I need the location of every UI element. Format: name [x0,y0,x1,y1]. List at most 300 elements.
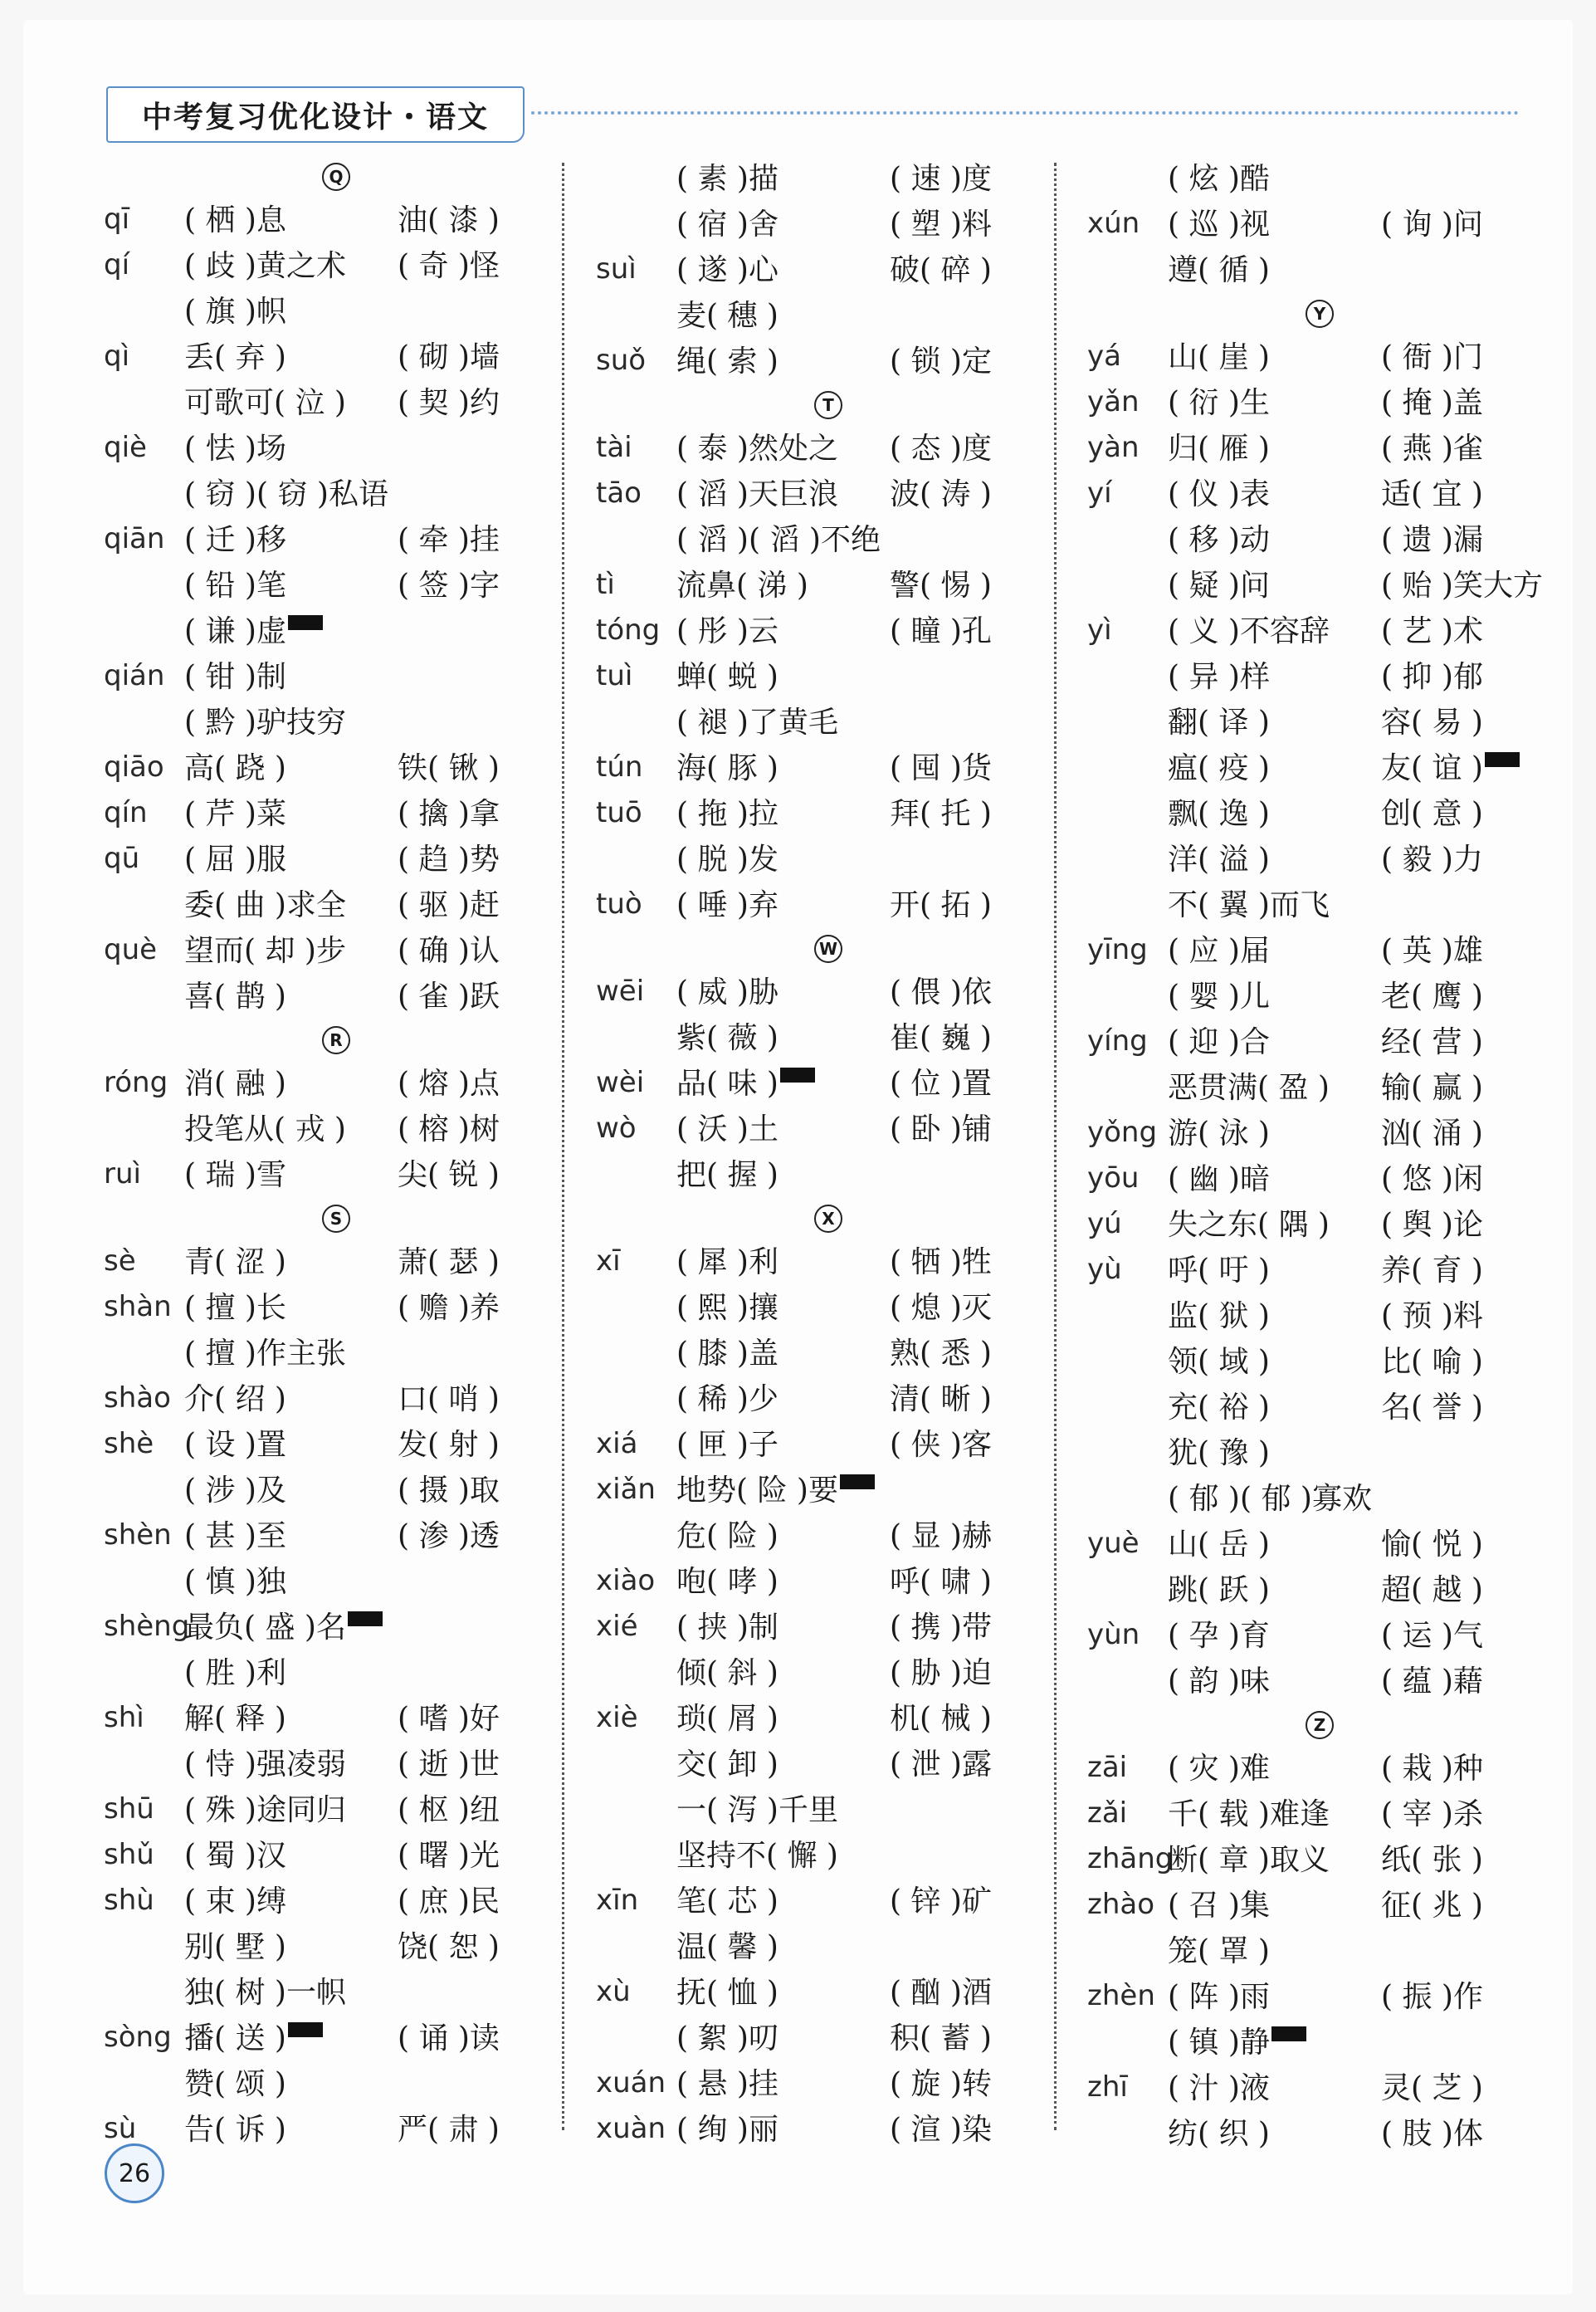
pinyin: tuì [596,659,633,692]
vocab-row [596,654,1061,700]
word-entry [1381,1525,1483,1565]
word-entry [1168,1251,1270,1291]
word-entry [676,1517,778,1557]
word-entry [676,749,778,789]
word-entry [676,1791,838,1831]
vocab-row [104,380,569,426]
word-entry [1168,1479,1372,1519]
vocab-row [1087,247,1552,293]
vocab-row [1087,745,1552,791]
pinyin: yuè [1087,1527,1140,1560]
vocab-row [1087,156,1552,202]
word-text: ( 契 )约 [398,386,500,420]
vocab-row [1087,1883,1552,1928]
pinyin: sòng [104,2021,172,2054]
pinyin: qián [104,659,165,692]
word-text: ( 擅 )作主张 [184,1337,346,1371]
vocab-row [596,1015,1061,1061]
pinyin: yīng [1087,933,1148,966]
word-entry [184,2065,286,2104]
word-text: ( 钳 )制 [184,660,286,694]
word-entry [1168,1205,1330,1245]
word-text: ( 迁 )移 [184,523,286,557]
vocab-row [104,1152,569,1198]
word-text: 破( 碎 ) [890,253,992,287]
word-text: ( 阵 )雨 [1168,1980,1270,2014]
pinyin: qī [104,203,130,236]
word-entry [1168,1342,1270,1382]
word-entry [184,794,286,834]
vocab-row [1087,791,1552,837]
word-text: 纺( 织 ) [1168,2117,1270,2151]
header-dotted-rule [531,111,1519,115]
word-entry [890,612,992,652]
word-entry [184,977,286,1017]
vocab-row [596,970,1061,1015]
vocab-row [1087,1522,1552,1567]
word-entry [1168,1160,1270,1200]
word-entry [1381,2114,1483,2154]
word-entry [676,1243,778,1283]
page-number: 26 [118,2158,151,2188]
pinyin: tún [596,750,643,784]
word-entry [398,1064,500,1104]
vocab-row [1087,974,1552,1019]
word-text: ( 褪 )了黄毛 [676,706,838,740]
word-text: 播( 送 ) [184,2021,286,2055]
vocab-row [1087,472,1552,517]
word-text: 拜( 托 ) [890,797,992,831]
word-entry [1168,931,1270,971]
word-text: 适( 宜 ) [1381,477,1483,511]
word-text: ( 侠 )客 [890,1428,992,1462]
word-entry [184,612,323,652]
word-entry [890,205,992,245]
word-entry [184,2110,286,2150]
word-entry [398,1699,500,1739]
word-text: 监( 狱 ) [1168,1299,1270,1333]
pinyin: shèng [104,1610,190,1643]
word-entry [398,749,500,789]
word-entry [1381,1749,1483,1789]
vocab-row [1087,1248,1552,1293]
word-text: ( 怯 )场 [184,432,286,466]
word-entry [890,1110,992,1150]
word-text: ( 芹 )菜 [184,797,286,831]
vocab-row [104,882,569,928]
word-text: ( 艺 )术 [1381,614,1483,648]
word-text: ( 郁 )( 郁 )寡欢 [1168,1482,1372,1516]
word-entry [676,521,881,560]
word-text: ( 锁 )定 [890,345,992,379]
word-entry [1168,977,1270,1017]
pinyin: yú [1087,1207,1122,1240]
pinyin: yù [1087,1253,1122,1286]
word-entry [676,296,778,336]
vocab-row [596,1513,1061,1559]
vocab-row [104,1650,569,1696]
vocab-row [104,1376,569,1422]
word-entry [1168,1886,1270,1926]
word-entry [184,1791,346,1831]
vocab-row [596,293,1061,339]
vocab-row [104,289,569,335]
pinyin: què [104,933,158,966]
word-entry [890,2110,992,2150]
word-entry [1168,1795,1330,1835]
word-entry [676,703,838,743]
word-text: ( 宿 )舍 [676,208,778,242]
word-entry [890,1243,992,1283]
word-text: 洋( 溢 ) [1168,843,1270,877]
vocab-row [104,928,569,974]
vocab-row [1087,1567,1552,1613]
word-entry [184,657,286,697]
word-entry [1381,931,1483,971]
pinyin: yá [1087,340,1121,373]
word-text: ( 殊 )途同归 [184,1793,346,1827]
section-letter: T [814,391,842,419]
word-text: 断( 章 )取义 [1168,1843,1330,1877]
vocab-row [596,1879,1061,1924]
vocab-row [104,1742,569,1787]
word-text: 铁( 锹 ) [398,751,500,785]
word-text: 蝉( 蜕 ) [676,660,778,694]
vocab-row [596,1924,1061,1970]
word-text: ( 曙 )光 [398,1839,500,1873]
word-entry [1381,338,1483,378]
word-entry [676,159,778,199]
word-text: 汹( 涌 ) [1381,1117,1483,1151]
vocab-row [1087,563,1552,609]
word-entry [398,1380,500,1420]
word-entry [398,338,500,378]
word-entry [1168,159,1270,199]
word-text: 名( 誉 ) [1381,1391,1483,1425]
pinyin: yíng [1087,1024,1148,1058]
word-text: 可歌可( 泣 ) [184,386,346,420]
vocab-row [596,1107,1061,1152]
vocab-row [596,745,1061,791]
redaction-mark [288,2022,323,2037]
pinyin: tì [596,568,615,601]
vocab-row [104,654,569,700]
word-entry [398,566,500,606]
word-entry [184,521,286,560]
vocab-row [596,1650,1061,1696]
word-text: 愉( 悦 ) [1381,1527,1483,1562]
word-entry [1381,840,1483,880]
word-text: ( 掩 )盖 [1381,386,1483,420]
word-text: ( 滔 )天巨浪 [676,477,838,511]
vocab-row [596,202,1061,247]
word-text: ( 遗 )漏 [1381,523,1483,557]
vocab-row [1087,202,1552,247]
word-entry [890,1745,992,1785]
word-text: 麦( 穗 ) [676,299,778,333]
word-text: ( 幽 )暗 [1168,1162,1270,1196]
word-entry [184,1064,286,1104]
word-entry [676,1745,778,1785]
word-entry [398,794,500,834]
word-text: 严( 肃 ) [398,2113,500,2147]
vocab-row [596,1787,1061,1833]
word-text: ( 签 )字 [398,569,500,603]
word-entry [184,566,286,606]
word-entry [890,1699,992,1739]
vocab-row [104,2107,569,2153]
vocab-row [1087,1659,1552,1704]
word-entry [1168,338,1270,378]
word-entry [1168,475,1270,515]
word-entry [1168,2069,1270,2109]
word-text: 开( 拓 ) [890,888,992,922]
word-text: ( 悬 )挂 [676,2067,778,2101]
word-entry [1168,429,1270,469]
word-text: 积( 蓄 ) [890,2021,992,2055]
word-text: ( 应 )届 [1168,934,1270,968]
vocab-row [1087,2065,1552,2111]
word-text: ( 逝 )世 [398,1747,500,1782]
pinyin: tóng [596,613,661,647]
word-entry [890,1608,992,1648]
word-entry [398,384,500,423]
vocab-row [596,1468,1061,1513]
word-entry [676,794,778,834]
word-text: ( 塑 )料 [890,208,992,242]
word-entry [1168,1977,1270,2017]
word-text: 口( 哨 ) [398,1382,500,1416]
word-entry [1381,1251,1483,1291]
word-text: ( 黔 )驴技穷 [184,706,346,740]
word-entry [1168,1297,1270,1337]
word-entry [1381,566,1543,606]
word-entry [398,2019,500,2059]
word-entry [1381,1886,1483,1926]
word-entry [676,840,778,880]
pinyin: zhāng [1087,1842,1174,1875]
vocab-row [596,1239,1061,1285]
vocab-row [596,1970,1061,2016]
word-text: 创( 意 ) [1381,797,1483,831]
word-entry [676,566,808,606]
vocab-row [104,335,569,380]
word-entry [1168,1388,1270,1428]
word-text: 解( 释 ) [184,1702,286,1736]
vocab-row [104,1513,569,1559]
pinyin: tuò [596,887,642,921]
word-entry [184,1745,346,1785]
word-entry [1168,384,1270,423]
section-letter-heading [596,1198,1061,1239]
word-entry [398,1425,500,1465]
page-number-badge [105,2143,164,2203]
word-text: 失之东( 隅 ) [1168,1208,1330,1242]
word-text: 纸( 张 ) [1381,1843,1483,1877]
word-text: 青( 涩 ) [184,1245,286,1279]
word-text: ( 囤 )货 [890,751,992,785]
pinyin: yùn [1087,1618,1140,1651]
section-letter-heading [104,1198,569,1239]
word-entry [676,1110,778,1150]
section-letter: Z [1306,1711,1334,1739]
word-entry [676,1471,875,1511]
vocab-row [1087,882,1552,928]
word-entry [184,1928,286,1967]
pinyin: yàn [1087,431,1140,464]
word-entry [1381,384,1483,423]
word-entry [676,1928,778,1967]
vocab-row [1087,1111,1552,1156]
word-text: 高( 跷 ) [184,751,286,785]
word-entry [1381,1297,1483,1337]
pinyin: zhèn [1087,1979,1155,2012]
word-text: 投笔从( 戎 ) [184,1112,346,1146]
word-text: ( 异 )样 [1168,660,1270,694]
word-text: ( 婴 )儿 [1168,980,1270,1014]
word-entry [890,2065,992,2104]
word-text: ( 宰 )杀 [1381,1797,1483,1831]
word-entry [184,475,388,515]
word-entry [184,292,286,332]
word-entry [184,247,346,286]
word-entry [398,931,500,971]
word-entry [1381,749,1520,789]
word-text: 笔( 芯 ) [676,1884,778,1919]
word-entry [1168,703,1270,743]
word-text: 丢( 弃 ) [184,340,286,374]
word-text: ( 携 )带 [890,1611,992,1645]
word-text: ( 枢 )纽 [398,1793,500,1827]
word-text: 不( 翼 )而飞 [1168,888,1330,922]
word-text: ( 炫 )酷 [1168,162,1270,196]
word-entry [398,840,500,880]
pinyin: tài [596,431,632,464]
word-text: ( 位 )置 [890,1067,992,1101]
vocab-row [104,1970,569,2016]
word-text: ( 英 )雄 [1381,934,1483,968]
word-text: ( 擒 )拿 [398,797,500,831]
vocab-row [1087,1928,1552,1974]
word-text: ( 威 )胁 [676,975,778,1009]
pinyin: yōu [1087,1161,1140,1195]
word-entry [184,703,346,743]
word-text: ( 渗 )透 [398,1519,500,1553]
word-text: 比( 喻 ) [1381,1345,1483,1379]
word-entry [890,1380,992,1420]
word-text: ( 屈 )服 [184,843,286,877]
word-text: ( 庶 )民 [398,1884,500,1919]
pinyin: qiān [104,522,165,555]
redaction-mark [348,1611,383,1626]
vocab-row [104,1422,569,1468]
word-entry [1168,612,1330,652]
word-text: ( 熄 )灭 [890,1291,992,1325]
word-text: ( 瞳 )孔 [890,614,992,648]
word-text: 发( 射 ) [398,1428,500,1462]
vocab-row [104,1559,569,1605]
section-letter-heading [104,1019,569,1061]
vocab-row [596,426,1061,472]
word-text: ( 预 )料 [1381,1299,1483,1333]
word-entry [890,1973,992,2013]
section-letter: Q [322,163,350,191]
word-text: ( 旗 )帜 [184,295,286,329]
pinyin: shǔ [104,1838,154,1871]
vocab-row [1087,700,1552,745]
word-text: ( 抑 )郁 [1381,660,1483,694]
word-entry [676,1836,838,1876]
word-entry [184,886,346,926]
vocab-row [104,563,569,609]
vocab-row [1087,1837,1552,1883]
word-entry [890,1654,992,1694]
pinyin: wèi [596,1066,645,1099]
word-entry [1168,521,1270,560]
pinyin: xiá [596,1427,638,1460]
section-letter-heading [104,156,569,198]
pinyin: xuán [596,2066,666,2099]
word-entry [1168,840,1270,880]
vocab-row [596,1605,1061,1650]
word-text: ( 熙 )攘 [676,1291,778,1325]
section-letter: R [322,1026,350,1054]
word-text: ( 奇 )怪 [398,249,500,283]
word-text: ( 窃 )( 窃 )私语 [184,477,388,511]
word-entry [184,1882,286,1922]
word-text: 萧( 瑟 ) [398,1245,500,1279]
vocab-row [104,1107,569,1152]
pinyin: xī [596,1244,621,1278]
word-entry [676,1380,778,1420]
word-text: 熟( 悉 ) [890,1337,992,1371]
word-entry [1381,1160,1483,1200]
word-entry [676,1064,815,1104]
word-entry [1168,749,1270,789]
pinyin: shào [104,1381,171,1415]
word-entry [1381,794,1483,834]
vocab-row [596,1152,1061,1198]
vocab-row [104,837,569,882]
word-text: 一( 泻 )千里 [676,1793,838,1827]
word-entry [398,2110,500,2150]
word-entry [184,1156,286,1195]
word-entry [1381,2069,1483,2109]
word-text: ( 膝 )盖 [676,1337,778,1371]
section-letter-heading [596,384,1061,426]
pinyin: yì [1087,613,1112,647]
vocab-row [1087,1746,1552,1791]
word-entry [1168,1662,1270,1702]
word-text: 呼( 啸 ) [890,1565,992,1599]
pinyin: xié [596,1610,638,1643]
pinyin: yǒng [1087,1116,1158,1149]
vocab-column-1 [104,156,569,2153]
word-text: ( 絮 )叨 [676,2021,778,2055]
pinyin: tāo [596,477,642,510]
vocab-row [596,339,1061,384]
word-entry [676,475,838,515]
word-text: ( 绚 )丽 [676,2113,778,2147]
vocab-row [104,1331,569,1376]
word-text: 告( 诉 ) [184,2113,286,2147]
word-text: 温( 馨 ) [676,1930,778,1964]
word-text: ( 肢 )体 [1381,2117,1483,2151]
word-text: ( 趋 )势 [398,843,500,877]
book-title-banner [106,86,525,143]
word-text: ( 泄 )露 [890,1747,992,1782]
pinyin: zǎi [1087,1796,1128,1830]
